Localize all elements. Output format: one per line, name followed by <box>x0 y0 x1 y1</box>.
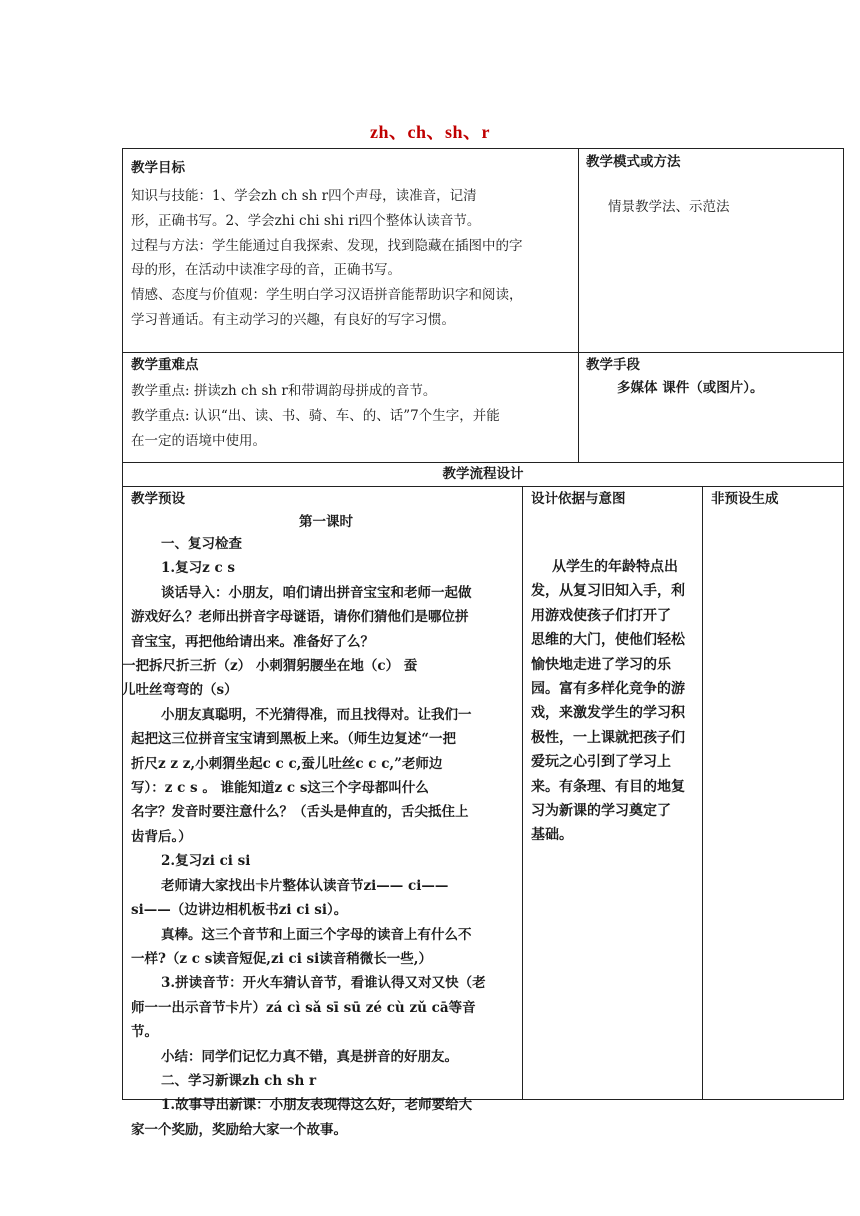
goals-line: 形，正确书写。2、学会zhi chi shi ri四个整体认读音节。 <box>131 212 481 229</box>
preset-line: 师一一出示音节卡片）zá cì sǎ sī sū zé cù zǔ cā等音 <box>131 999 476 1016</box>
goals-line: 知识与技能：1、学会zh ch sh r四个声母，读准音，记清 <box>131 188 477 204</box>
preset-line: 儿吐丝弯弯的（s） <box>122 682 238 699</box>
preset-line: 音宝宝，再把他给请出来。准备好了么？ <box>131 633 374 650</box>
goals-line: 学习普通话。有主动学习的兴趣，有良好的写字习惯。 <box>131 311 455 328</box>
unplanned-heading: 非预设生成 <box>711 491 779 507</box>
design-intent-line: 用游戏使孩子们打开了 <box>531 607 671 624</box>
preset-line: 谈话导入：小朋友，咱们请出拼音宝宝和老师一起做 <box>161 584 472 601</box>
design-intent-line: 基础。 <box>531 827 573 844</box>
preset-line: 游戏好么？老师出拼音字母谜语，请你们猜他们是哪位拼 <box>131 609 469 626</box>
goals-heading: 教学目标 <box>131 160 185 176</box>
unplanned-cell <box>702 486 844 1100</box>
goals-text <box>131 184 571 333</box>
preset-line: 家一个奖励，奖励给大家一个故事。 <box>131 1121 347 1138</box>
key-points-line: 教学重点: 拼读zh ch sh r和带调韵母拼成的音节。 <box>131 383 437 399</box>
goals-line: 过程与方法：学生能通过自我探索、发现，找到隐藏在插图中的字 <box>131 237 523 254</box>
design-intent-line: 爱玩之心引到了学习上 <box>531 754 671 771</box>
design-intent-heading: 设计依据与意图 <box>531 491 626 507</box>
preset-line: 二、学习新课zh ch sh r <box>161 1072 317 1089</box>
preset-line: 起把这三位拼音宝宝请到黑板上来。（师生边复述“一把 <box>131 731 457 748</box>
design-intent-line: 从学生的年龄特点出 <box>552 559 678 575</box>
design-intent-line: 发，从复习旧知入手，利 <box>531 583 685 600</box>
mode-heading: 教学模式或方法 <box>586 154 681 170</box>
preset-line: 齿背后。） <box>131 828 192 845</box>
design-intent-line: 园。富有多样化竞争的游 <box>531 681 685 698</box>
means-text: 多媒体 课件（或图片）。 <box>617 380 764 396</box>
key-points-line: 在一定的语境中使用。 <box>131 433 266 449</box>
design-intent-line: 愉快地走进了学习的乐 <box>531 656 671 673</box>
preset-line: 写）：z c s 。 谁能知道z c s这三个字母都叫什么 <box>131 780 429 797</box>
preset-text <box>122 532 517 1142</box>
goals-line: 母的形，在活动中读准字母的音，正确书写。 <box>131 262 401 279</box>
key-points-heading: 教学重难点 <box>131 357 199 373</box>
design-intent-text <box>531 555 699 848</box>
preset-heading: 教学预设 <box>131 491 185 507</box>
preset-line: 1.故事导出新课：小朋友表现得这么好，老师要给大 <box>161 1097 473 1114</box>
design-intent-line: 思维的大门，使他们轻松 <box>531 632 685 649</box>
preset-line: 名字？发音时要注意什么？（舌头是伸直的，舌尖抵住上 <box>131 804 469 821</box>
design-intent-line: 来。有条理、有目的地复 <box>531 778 685 795</box>
goals-line: 情感、态度与价值观：学生明白学习汉语拼音能帮助识字和阅读， <box>131 287 523 304</box>
preset-line: 一、复习检查 <box>161 536 242 552</box>
preset-line: 一样?（z c s读音短促,zi ci si读音稍微长一些,） <box>131 950 432 967</box>
preset-line: 老师请大家找出卡片整体认读音节zi—— ci—— <box>161 877 449 894</box>
preset-line: 小朋友真聪明，不光猜得准，而且找得对。让我们一 <box>161 706 472 723</box>
preset-line: 2.复习zi ci si <box>161 853 251 870</box>
design-intent-line: 戏，来激发学生的学习积 <box>531 705 685 722</box>
design-intent-line: 极性，一上课就把孩子们 <box>531 729 685 746</box>
preset-line: 折尺z z z,小刺猬坐起c c c,蚕儿吐丝c c c,”老师边 <box>131 755 443 772</box>
document-title: zh、ch、sh、r <box>369 122 490 142</box>
lesson-subheading: 第一课时 <box>299 514 353 530</box>
preset-line: 1.复习z c s <box>161 560 235 577</box>
mode-text: 情景教学法、示范法 <box>608 199 730 215</box>
preset-line: 一把拆尺折三折（z） 小刺猬躬腰坐在地（c） 蚕 <box>122 658 418 675</box>
mode-cell <box>578 148 844 353</box>
preset-line: 真棒。这三个音节和上面三个字母的读音上有什么不 <box>161 926 472 943</box>
preset-line: 节。 <box>131 1024 158 1041</box>
preset-line: 3.拼读音节：开火车猜认音节，看谁认得又对又快（老 <box>161 975 486 992</box>
flow-heading: 教学流程设计 <box>442 466 524 482</box>
key-points-line: 教学重点: 认识“出、读、书、骑、车、的、话”7个生字，并能 <box>131 408 500 424</box>
key-points-text <box>131 379 571 454</box>
preset-line: 小结：同学们记忆力真不错，真是拼音的好朋友。 <box>161 1048 458 1065</box>
design-intent-line: 习为新课的学习奠定了 <box>531 803 671 820</box>
means-heading: 教学手段 <box>586 357 640 373</box>
preset-line: si——（边讲边相机板书zi ci si）。 <box>131 902 348 919</box>
lesson-plan-table <box>122 148 842 1138</box>
